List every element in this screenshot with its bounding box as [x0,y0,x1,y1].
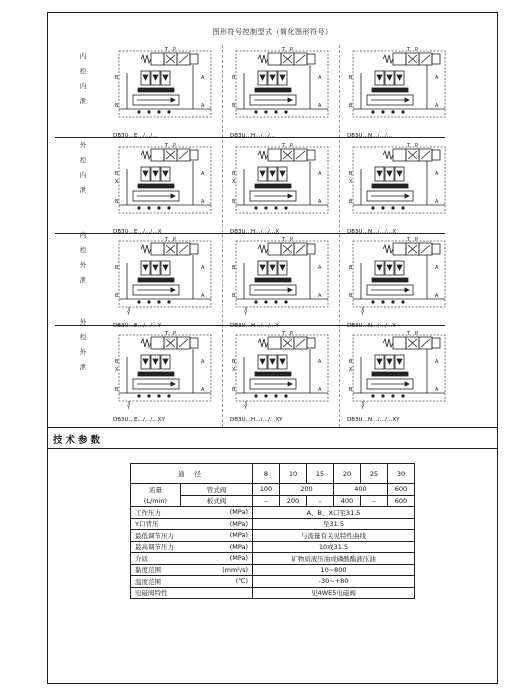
param-label: 黏度范围 [131,564,181,576]
param-unit: (MPa) [181,530,253,542]
hydraulic-symbol-icon [113,141,222,225]
svg-text:A: A [318,75,322,81]
hydraulic-symbol-icon [113,329,222,413]
table-row [131,484,415,496]
svg-text:B: B [115,293,119,299]
table-row [131,464,415,484]
svg-text:B: B [232,171,236,177]
valve-symbol-diagram [347,45,456,139]
row-label-external-external [76,315,90,375]
diagram-caption: DB3U…E…/…/…X [113,229,162,235]
svg-text:T: T [407,331,411,337]
svg-text:B: B [232,103,236,109]
svg-text:T: T [165,47,169,53]
svg-text:A: A [435,387,439,393]
svg-text:P: P [173,47,177,53]
svg-text:Y: Y [127,311,131,317]
row-label-char: 内 [79,231,87,239]
hydraulic-symbol-icon [230,329,339,413]
svg-text:B: B [115,171,119,177]
svg-text:B: B [349,75,353,81]
svg-text:X: X [232,367,236,373]
section-title: 技术参数 [53,435,104,446]
svg-text:P: P [415,143,419,149]
svg-text:B: B [115,387,119,393]
svg-text:B: B [349,387,353,393]
pipe-value: 600 [388,484,415,496]
svg-text:A: A [435,103,439,109]
hydraulic-symbol-icon [347,45,456,129]
pipe-value: 400 [334,484,388,496]
svg-text:A: A [201,387,205,393]
svg-text:A: A [201,359,205,365]
diagram-caption: DB3U…N…/…/…XY [347,417,400,423]
param-unit: (mm²/s) [181,564,253,576]
svg-text:A: A [201,199,205,205]
size-cell: 20 [334,464,361,484]
svg-text:B: B [115,199,119,205]
param-label: 最低调节压力 [131,530,181,542]
svg-text:A: A [318,171,322,177]
svg-text:A: A [318,293,322,299]
svg-text:Y: Y [244,405,248,411]
spec-table [130,463,415,599]
plate-value: 200 [280,495,307,507]
svg-text:B: B [349,359,353,365]
diagram-caption: DB3U…N…/…/…X [347,229,397,235]
param-unit: (MPa) [181,541,253,553]
hydraulic-symbol-icon [347,141,456,225]
diagram-caption: DB3U…H…/…/…XY [230,417,283,423]
param-label: 温度范围 [131,576,181,588]
svg-text:Y: Y [127,405,131,411]
row-label-char: 控 [79,156,87,164]
svg-text:A: A [435,293,439,299]
param-label: Y口背压 [131,518,181,530]
param-value: A、B、X口至31.5 [253,507,415,519]
hydraulic-symbol-icon [230,141,339,225]
plate-value: – [307,495,334,507]
valve-symbol-diagram [230,141,339,235]
table-row [131,541,415,553]
svg-text:T: T [165,237,169,243]
param-value: 10或31.5 [253,541,415,553]
svg-text:B: B [349,199,353,205]
svg-text:Y: Y [361,311,365,317]
table-row [131,553,415,565]
row-label-char: 泄 [79,276,87,284]
diagram-caption: DB3U…H…/…/… [230,133,276,139]
diagram-caption: DB3U…H…/…/…Y [230,323,279,329]
row-label-char: 泄 [79,186,87,194]
flow-unit: (L/min) [131,495,181,507]
table-row [131,530,415,542]
row-label-char: 控 [79,246,87,254]
param-value: 10~800 [253,564,415,576]
svg-text:B: B [232,387,236,393]
param-value: 与流量有关见特性曲线 [253,530,415,542]
valve-symbol-diagram [113,141,222,235]
svg-text:B: B [232,75,236,81]
svg-text:A: A [318,199,322,205]
svg-text:B: B [349,293,353,299]
row-label-char: 控 [79,333,87,341]
table-row [131,495,415,507]
svg-text:X: X [232,179,236,185]
param-value: -30~+80 [253,576,415,588]
svg-text:X: X [349,367,353,373]
row-label-char: 控 [79,67,87,75]
svg-text:A: A [318,103,322,109]
row-label-char: 内 [79,171,87,179]
param-unit: (℃) [181,576,253,588]
row-label-char: 外 [79,141,87,149]
svg-text:A: A [435,75,439,81]
diagram-caption: DB3U…E…/…/…Y [113,323,162,329]
hydraulic-symbol-icon [113,45,222,129]
svg-text:A: A [201,75,205,81]
hydraulic-symbol-icon [347,329,456,413]
svg-text:P: P [415,237,419,243]
table-row [131,564,415,576]
svg-text:T: T [165,143,169,149]
param-label: 电磁阀特性 [131,587,181,599]
valve-symbol-diagram [230,235,339,329]
diagram-caption: DB3U…N…/…/… [347,133,393,139]
hydraulic-symbol-icon [230,235,339,319]
param-value: 见4WE5电磁阀 [253,587,415,599]
diagram-caption: DB3U…N…/…/…Y [347,323,396,329]
svg-text:B: B [232,293,236,299]
grid-divider [222,45,223,427]
row-label-char: 泄 [79,363,87,371]
valve-symbol-diagram [347,235,456,329]
svg-text:P: P [415,47,419,53]
param-unit [181,587,253,599]
svg-text:A: A [318,265,322,271]
flow-label: 流量 [131,484,181,496]
row-label-char: 内 [79,52,87,60]
plate-value: – [361,495,388,507]
svg-text:X: X [115,179,119,185]
diagram-caption: DB3U…H…/…/…X [230,229,280,235]
svg-text:A: A [318,359,322,365]
size-cell: 25 [361,464,388,484]
section-bar [48,427,497,449]
param-unit: (MPa) [181,518,253,530]
grid-divider [339,45,340,427]
param-value: 至31.5 [253,518,415,530]
svg-text:T: T [282,331,286,337]
svg-text:A: A [201,265,205,271]
size-cell: 8 [253,464,280,484]
param-unit: (MPa) [181,553,253,565]
svg-text:A: A [435,171,439,177]
svg-text:T: T [407,47,411,53]
svg-text:P: P [290,47,294,53]
row-label-char: 内 [79,82,87,90]
row-label-internal-internal [76,49,90,109]
svg-text:T: T [165,331,169,337]
pipe-label: 管式阀 [181,484,253,496]
svg-text:B: B [115,103,119,109]
svg-text:B: B [115,75,119,81]
svg-text:P: P [173,237,177,243]
size-cell: 15 [307,464,334,484]
table-row [131,576,415,588]
svg-text:A: A [201,171,205,177]
hydraulic-symbol-icon [230,45,339,129]
symbol-grid [113,45,497,429]
row-label-char: 外 [79,261,87,269]
svg-text:P: P [173,331,177,337]
svg-text:T: T [407,143,411,149]
svg-text:Y: Y [244,311,248,317]
page-title: 图形符号控制型式（简化图形符号） [212,28,333,36]
svg-text:B: B [232,199,236,205]
pipe-value: 100 [253,484,280,496]
valve-symbol-diagram [113,329,222,423]
svg-text:P: P [290,237,294,243]
size-cell: 10 [280,464,307,484]
plate-value: 400 [334,495,361,507]
hydraulic-symbol-icon [347,235,456,319]
valve-symbol-diagram [347,141,456,235]
svg-text:P: P [415,331,419,337]
svg-text:B: B [232,359,236,365]
plate-value: 600 [388,495,415,507]
svg-text:B: B [349,265,353,271]
param-label: 介质 [131,553,181,565]
svg-text:B: B [115,265,119,271]
svg-text:B: B [349,171,353,177]
row-label-internal-external [76,228,90,288]
row-label-char: 外 [79,348,87,356]
param-value: 矿物质液压油或磷酸酯液压油 [253,553,415,565]
svg-text:B: B [349,103,353,109]
svg-text:A: A [435,265,439,271]
diagram-caption: DB3U…E…/…/…XY [113,417,165,423]
svg-text:X: X [115,367,119,373]
svg-text:B: B [232,265,236,271]
valve-symbol-diagram [113,45,222,139]
diagram-caption: DB3U…E…/…/… [113,133,158,139]
size-header: 通 径 [131,464,253,484]
svg-text:A: A [435,359,439,365]
page-frame [47,12,498,684]
table-row [131,507,415,519]
svg-text:A: A [201,293,205,299]
size-cell: 30 [388,464,415,484]
svg-text:Y: Y [361,405,365,411]
param-label: 工作压力 [131,507,181,519]
svg-text:P: P [173,143,177,149]
svg-text:P: P [290,143,294,149]
svg-text:T: T [282,47,286,53]
row-label-char: 外 [79,318,87,326]
plate-label: 板式阀 [181,495,253,507]
svg-text:A: A [318,387,322,393]
valve-symbol-diagram [230,45,339,139]
svg-text:T: T [282,237,286,243]
valve-symbol-diagram [230,329,339,423]
row-label-char: 泄 [79,97,87,105]
row-label-external-internal [76,138,90,198]
valve-symbol-diagram [347,329,456,423]
valve-symbol-diagram [113,235,222,329]
svg-text:T: T [282,143,286,149]
param-unit: (MPa) [181,507,253,519]
param-label: 最高调节压力 [131,541,181,553]
hydraulic-symbol-icon [113,235,222,319]
svg-text:X: X [349,179,353,185]
plate-value: – [253,495,280,507]
svg-text:T: T [407,237,411,243]
table-row [131,518,415,530]
svg-text:P: P [290,331,294,337]
svg-text:A: A [435,199,439,205]
table-row [131,587,415,599]
svg-text:B: B [115,359,119,365]
svg-text:A: A [201,103,205,109]
pipe-value: 200 [280,484,334,496]
